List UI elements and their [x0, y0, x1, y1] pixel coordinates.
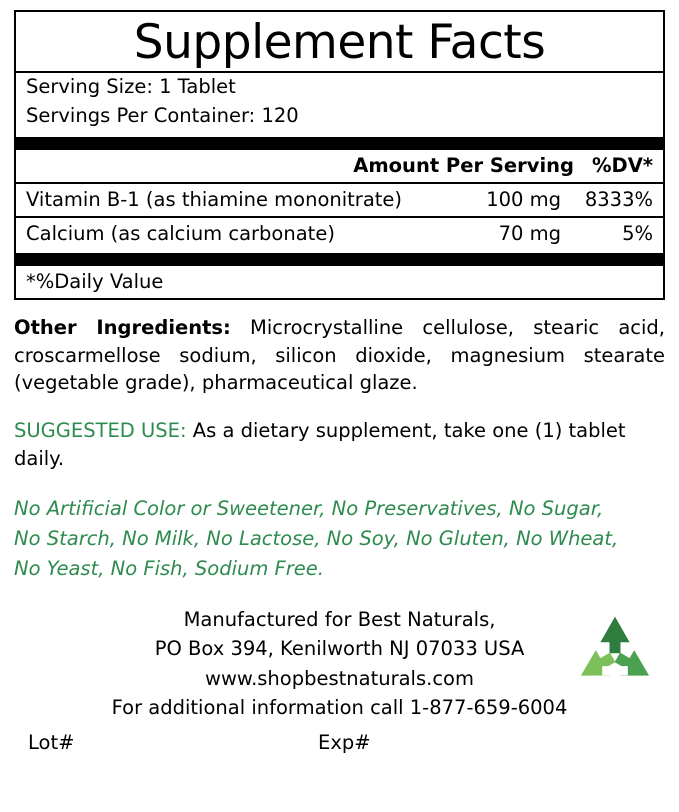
suggested-use-label: SUGGESTED USE:: [14, 418, 187, 442]
nutrient-amount: 70 mg: [498, 221, 561, 245]
nutrient-name: Vitamin B-1 (as thiamine mononitrate): [26, 187, 403, 211]
company-address: PO Box 394, Kenilworth NJ 07033 USA: [154, 637, 525, 661]
other-ingredients: [14, 314, 665, 397]
other-ingredients-label: Other Ingredients:: [14, 315, 231, 339]
lot-label: Lot#: [28, 731, 75, 755]
panel-title: Supplement Facts: [133, 15, 546, 70]
dv-header: %DV*: [591, 153, 653, 177]
suggested-use: [14, 417, 665, 472]
nutrient-amount: 100 mg: [486, 187, 561, 211]
lot-exp-row: [14, 728, 665, 757]
servings-per-container: Servings Per Container: 120: [26, 103, 299, 127]
amount-per-serving-header: Amount Per Serving: [353, 153, 574, 177]
serving-info: [16, 73, 663, 134]
manufactured-for: Manufactured for Best Naturals,: [183, 608, 496, 632]
recycle-icon: [569, 613, 661, 699]
phone-line: For additional information call 1-877-659-6004: [111, 695, 568, 719]
website[interactable]: www.shopbestnaturals.com: [205, 666, 474, 690]
divider-thick-bottom: [16, 253, 663, 266]
claims-line: No Starch, No Milk, No Lactose, No Soy, No Gluten, No Wheat,: [14, 526, 619, 550]
table-row: [16, 184, 663, 216]
exp-label: Exp#: [318, 731, 371, 755]
suggested-use-text: As a dietary supplement, take one (1) tablet daily.: [14, 418, 626, 470]
nutrient-dv: 5%: [622, 221, 653, 245]
other-ingredients-text: Microcrystalline cellulose, stearic acid, croscarmellose sodium, silicon dioxide, magnesium stearate (vegetable grade), pharmaceutical glaze.: [14, 315, 666, 395]
free-from-claims: [14, 494, 665, 583]
amount-header-row: [16, 150, 663, 182]
claims-line: No Yeast, No Fish, Sodium Free.: [14, 556, 324, 580]
footer: [14, 605, 665, 757]
divider-thick-top: [16, 137, 663, 150]
serving-size: Serving Size: 1 Tablet: [26, 75, 236, 99]
table-row: [16, 218, 663, 250]
nutrient-dv: 8333%: [584, 187, 653, 211]
claims-line: No Artificial Color or Sweetener, No Preservatives, No Sugar,: [14, 497, 604, 521]
nutrient-name: Calcium (as calcium carbonate): [26, 221, 335, 245]
supplement-label-page: [0, 10, 679, 812]
daily-value-footnote: *%Daily Value: [26, 269, 164, 293]
supplement-facts-panel: [14, 10, 665, 300]
